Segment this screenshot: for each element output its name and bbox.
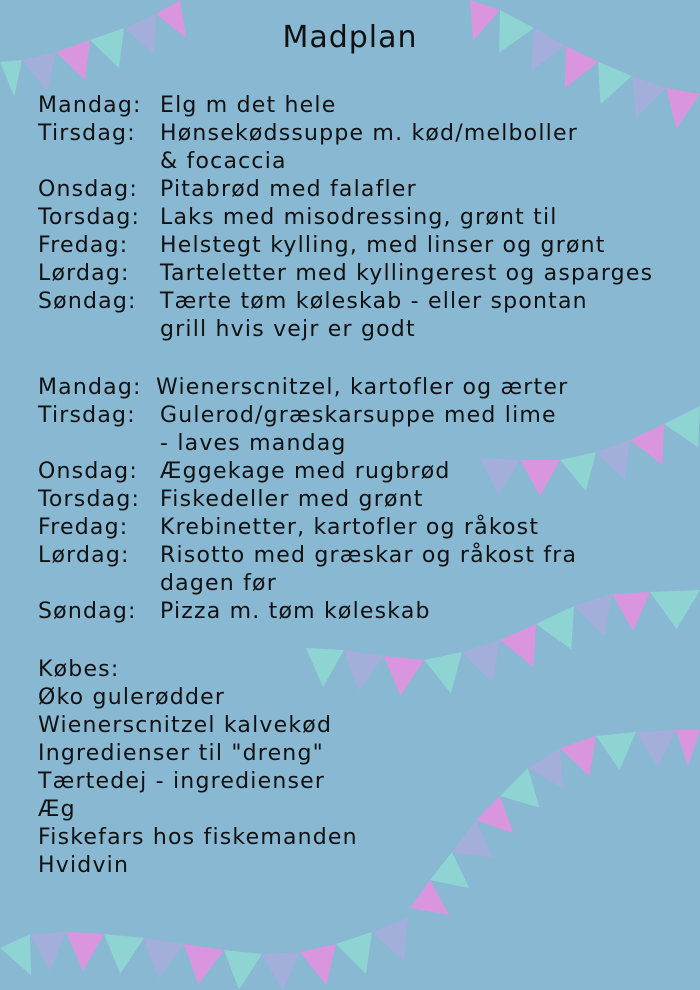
shopping-item: Hvidvin	[38, 853, 130, 878]
day-label: Lørdag:	[38, 543, 130, 568]
meal-text: Pitabrød med falafler	[160, 177, 417, 202]
day-label: Søndag:	[38, 289, 137, 314]
meal-text: Elg m det hele	[160, 93, 337, 118]
meal-text: Laks med misodressing, grønt til	[160, 205, 558, 230]
week1-row-wednesday	[38, 176, 417, 204]
meal-text: Gulerod/græskarsuppe med lime	[160, 403, 557, 428]
day-label: Fredag:	[38, 515, 129, 540]
week1-row-thursday	[38, 204, 558, 232]
week1-row-tuesday	[38, 120, 578, 148]
week1-tuesday-continuation: & focaccia	[160, 149, 287, 174]
shopping-item: Æg	[38, 797, 76, 822]
meal-text: Hønsekødssuppe m. kød/melboller	[160, 121, 578, 146]
meal-text: Fiskedeller med grønt	[160, 487, 424, 512]
meal-text: Pizza m. tøm køleskab	[160, 599, 431, 624]
shopping-heading: Købes:	[38, 657, 120, 682]
day-label: Fredag:	[38, 233, 129, 258]
shopping-item: Tærtedej - ingredienser	[38, 769, 326, 794]
week1-row-monday	[38, 92, 336, 120]
shopping-item: Øko gulerødder	[38, 685, 226, 710]
meal-text: Wienerscnitzel, kartofler og ærter	[156, 375, 569, 400]
week2-saturday-continuation: dagen før	[160, 571, 277, 596]
page-title: Madplan	[282, 20, 418, 55]
meal-text: Risotto med græskar og råkost fra	[160, 543, 578, 568]
week1-row-sunday	[38, 288, 588, 316]
week1-row-friday	[38, 232, 606, 260]
week2-row-tuesday	[38, 402, 557, 430]
meal-text: Æggekage med rugbrød	[160, 459, 451, 484]
day-label: Onsdag:	[38, 177, 138, 202]
week1-sunday-continuation: grill hvis vejr er godt	[160, 317, 416, 342]
day-label: Tirsdag:	[38, 403, 136, 428]
week2-row-saturday	[38, 542, 577, 570]
shopping-item: Ingredienser til "dreng"	[38, 741, 324, 766]
week2-row-sunday	[38, 598, 431, 626]
day-label: Onsdag:	[38, 459, 138, 484]
shopping-item: Wienerscnitzel kalvekød	[38, 713, 333, 738]
meal-text: Helstegt kylling, med linser og grønt	[160, 233, 606, 258]
week2-row-monday	[38, 374, 568, 402]
week1-row-saturday	[38, 260, 653, 288]
day-label: Lørdag:	[38, 261, 130, 286]
day-label: Søndag:	[38, 599, 137, 624]
shopping-item: Fiskefars hos fiskemanden	[38, 825, 358, 850]
week2-row-wednesday	[38, 458, 451, 486]
day-label: Tirsdag:	[38, 121, 136, 146]
meal-text: Krebinetter, kartofler og råkost	[160, 515, 540, 540]
day-label: Torsdag:	[38, 487, 141, 512]
day-label: Torsdag:	[38, 205, 141, 230]
day-label: Mandag:	[38, 375, 142, 400]
meal-text: Tarteletter med kyllingerest og asparges	[160, 261, 654, 286]
week2-row-thursday	[38, 486, 424, 514]
meal-text: Tærte tøm køleskab - eller spontan	[160, 289, 588, 314]
day-label: Mandag:	[38, 93, 142, 118]
week2-row-friday	[38, 514, 539, 542]
week2-tuesday-continuation: - laves mandag	[160, 431, 347, 456]
